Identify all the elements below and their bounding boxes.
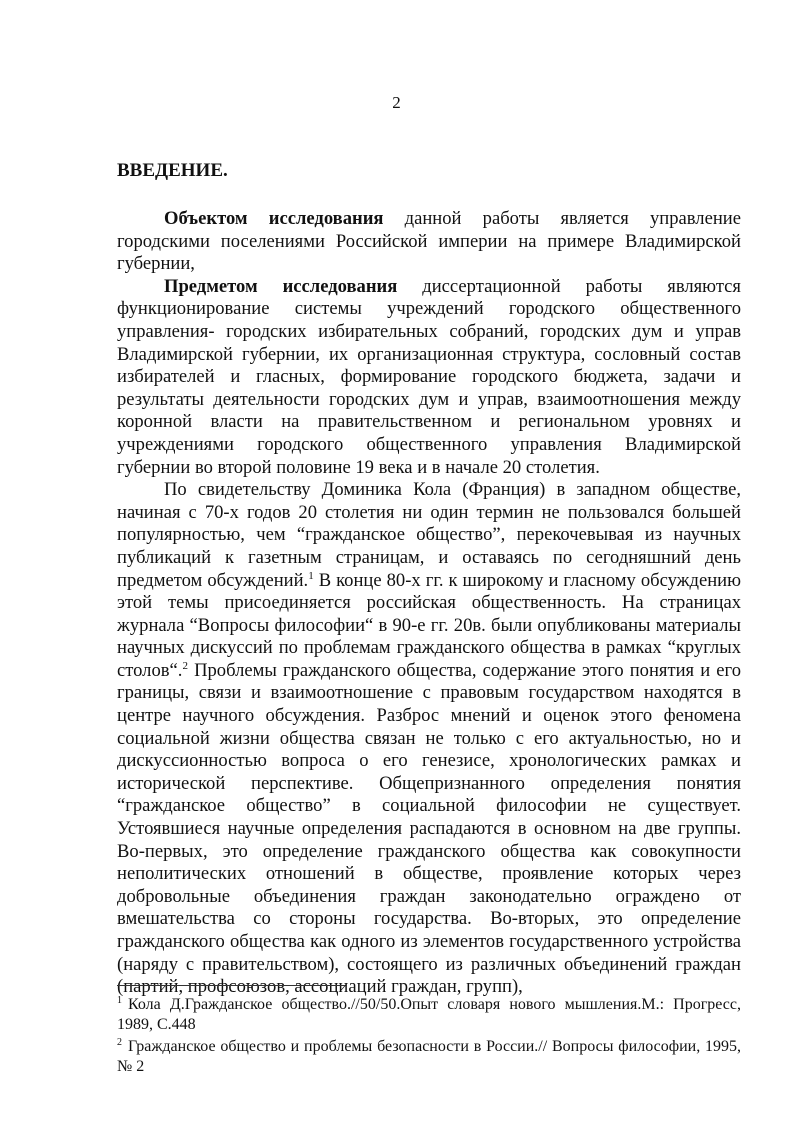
paragraph-text: данной работы является управление городскими поселениями Российской империи на примере Владимирской губернии, <box>117 208 741 275</box>
paragraph-subject <box>117 276 741 479</box>
paragraph-lead: Объектом исследования <box>164 208 384 229</box>
page-number: 2 <box>392 93 401 112</box>
footnotes <box>117 995 741 1079</box>
footnote-text: Кола Д.Гражданское общество.//50/50.Опыт словаря нового мышления.М.: Прогресс, 1989, С.448 <box>117 996 741 1033</box>
footnote-mark: 2 <box>117 1036 122 1048</box>
footnote-ref-1[interactable]: 1 <box>308 569 314 582</box>
paragraph-lead: Предметом исследования <box>164 275 398 297</box>
footnote-separator <box>117 985 345 986</box>
body-text <box>117 208 741 999</box>
paragraph-text: диссертационной работы являются функционирование системы учреждений городского общественного управления- городских избирательных собраний, городских дум и управ Владимирской губернии, их организационная структура, сословный состав избирателей и гласных, формирование городского бюджета, задачи и результаты деятельности городских дум и управ, взаимоотношения между коронной власти на правительственном и региональном уровнях и учреждениями городского общественного управления Владимирской губернии во второй половине 19 века и в начале 20 столетия. <box>117 275 741 478</box>
footnote-text: Гражданское общество и проблемы безопасности в России.// Вопросы философии, 1995, № 2 <box>117 1038 741 1075</box>
footnote-1 <box>117 995 741 1035</box>
paragraph-text: В конце 80-х гг. к широкому и гласному обсуждению этой темы присоединяется российская общественность. На страницах журнала “Вопросы философии“ в 90-е гг. 20в. были опубликованы материалы научных дискуссий по проблемам гражданского общества в рамках “круглых столов“. <box>117 569 741 681</box>
paragraph-text: Проблемы гражданского общества, содержание этого понятия и его границы, связи и взаимоотношение с правовым государством находятся в центре научного обсуждения. Разброс мнений и оценок этого феномена социальной жизни общества связан не только с его актуальностью, но и дискуссионностью вопроса о его генезисе, хронологических рамках и исторической перспективе. Общепризнанного определения понятия “гражданское общество” в социальной философии не существует. Устоявшиеся научные определения распадаются в основном на две группы. Во-первых, это определение гражданского общества как совокупности неполитических отношений в обществе, проявление которых через добровольные объединения граждан законодательно ограждено от вмешательства со стороны государства. Во-вторых, это определение гражданского общества как одного из элементов государственного устройства (наряду с правительством), состоящего из различных объединений граждан (партий, профсоюзов, ассоциаций граждан, групп), <box>117 659 741 998</box>
footnote-2 <box>117 1037 741 1077</box>
paragraph-main <box>117 479 741 999</box>
section-heading: ВВЕДЕНИЕ. <box>117 160 228 181</box>
footnote-mark: 1 <box>117 994 122 1006</box>
footnote-ref-2[interactable]: 2 <box>182 659 188 672</box>
paragraph-object <box>117 208 741 276</box>
paragraph-text: По свидетельству Доминика Кола (Франция) в западном обществе, начиная с 70-х годов 20 столетия ни один термин не пользовался большей популярностью, чем “гражданское общество”, перекочевывая из научных публикаций к газетным страницам, и оставаясь по сегодняшний день предметом обсуждений. <box>117 479 741 591</box>
